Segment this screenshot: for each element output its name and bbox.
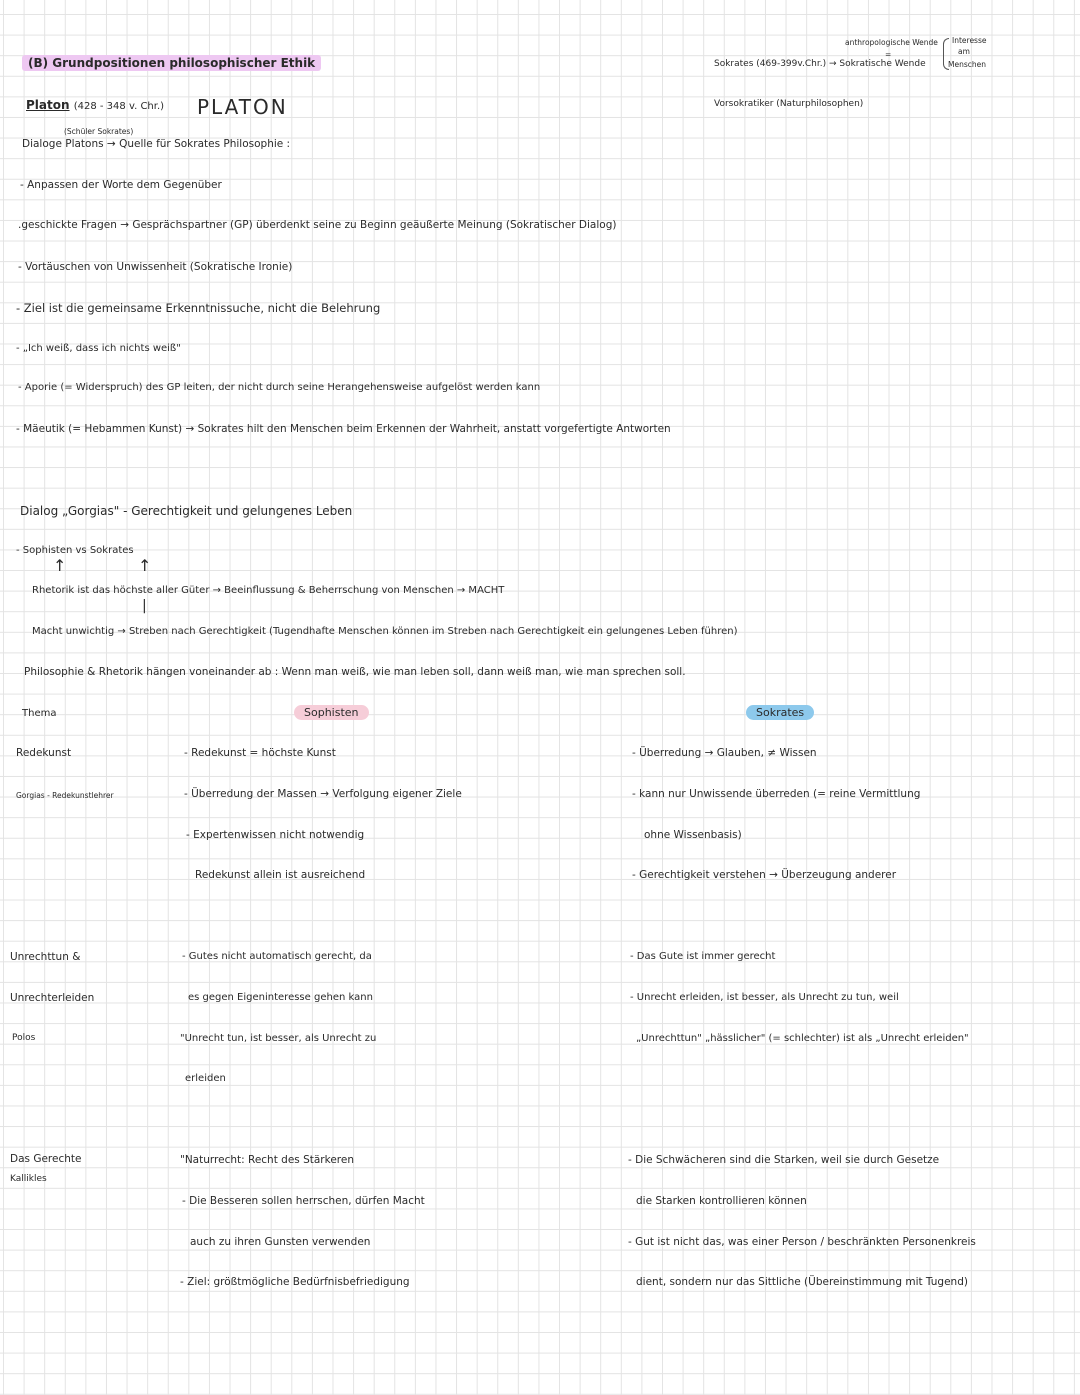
versus-line: - Sophisten vs Sokrates (16, 545, 134, 556)
row3-sophisten-item: - Die Besseren sollen herrschen, dürfen Macht (182, 1195, 425, 1207)
row3-sokrates-item: dient, sondern nur das Sittliche (Übereinstimmung mit Tugend) (636, 1276, 968, 1288)
row1-sophisten-item: - Expertenwissen nicht notwendig (186, 829, 365, 841)
rhetorik-line: Rhetorik ist das höchste aller Güter → Beeinflussung & Beherrschung von Menschen → MACHT (32, 585, 505, 596)
bullet-item: - Ziel ist die gemeinsame Erkenntnissuche, nicht die Belehrung (16, 301, 381, 315)
arrow-up-icon: ↑ (138, 556, 152, 575)
row3-sokrates-item: die Starken kontrollieren können (636, 1195, 807, 1207)
bullet-item: - Aporie (= Widerspruch) des GP leiten, der nicht durch seine Herangehensweise aufgelöst werden kann (18, 382, 541, 393)
bullet-item: - Vortäuschen von Unwissenheit (Sokratische Ironie) (18, 261, 293, 273)
row2-sokrates-item: - Das Gute ist immer gerecht (630, 951, 776, 962)
bullet-item: - Anpassen der Worte dem Gegenüber (20, 179, 222, 191)
row1-thema: Redekunst (16, 747, 72, 759)
divider-line: | (142, 598, 147, 614)
row1-sophisten-item: Redekunst allein ist ausreichend (195, 869, 366, 881)
menschen-note: Menschen (948, 60, 986, 69)
bullet-item: - Mäeutik (= Hebammen Kunst) → Sokrates hilt den Menschen beim Erkennen der Wahrheit, anstatt vorgefertigte Antworten (16, 423, 671, 435)
sokrates-dates-note: Sokrates (469-399v.Chr.) → Sokratische Wende (714, 59, 926, 69)
equals-note: = (885, 50, 892, 59)
row2-sokrates-item: „Unrechttun" „hässlicher" (= schlechter) ist als „Unrecht erleiden" (636, 1033, 969, 1044)
platon-big-label: PLATON (197, 95, 288, 119)
sophisten-header: Sophisten (294, 706, 369, 719)
row3-sub: Kallikles (10, 1174, 47, 1184)
row3-sophisten-item: - Ziel: größtmögliche Bedürfnisbefriedigung (180, 1276, 410, 1288)
row2-thema: Unrechttun & (10, 951, 81, 963)
gorgias-heading: Dialog „Gorgias" - Gerechtigkeit und gelungenes Leben (20, 504, 353, 518)
philosophie-line: Philosophie & Rhetorik hängen voneinander ab : Wenn man weiß, wie man leben soll, dann weiß man, wie man sprechen soll. (24, 666, 686, 678)
page-title: (B) Grundpositionen philosophischer Ethik (22, 56, 321, 70)
macht-line: Macht unwichtig → Streben nach Gerechtigkeit (Tugendhafte Menschen können im Streben nach Gerechtigkeit ein gelungenes Leben führen) (32, 626, 738, 637)
row3-sophisten-item: "Naturrecht: Recht des Stärkeren (180, 1154, 354, 1166)
row2-sophisten-item: - Gutes nicht automatisch gerecht, da (182, 951, 372, 962)
row1-sophisten-item: - Redekunst = höchste Kunst (184, 747, 336, 759)
row3-sokrates-item: - Die Schwächeren sind die Starken, weil sie durch Gesetze (628, 1154, 940, 1166)
row1-sub: Gorgias - Redekunstlehrer (16, 791, 114, 800)
row2-sophisten-item: "Unrecht tun, ist besser, als Unrecht zu (180, 1033, 377, 1044)
sokrates-header: Sokrates (746, 706, 814, 719)
brace-icon (943, 38, 949, 70)
row2-sophisten-item: es gegen Eigeninteresse gehen kann (188, 992, 373, 1003)
row3-thema: Das Gerechte (10, 1153, 82, 1165)
thema-header: Thema (22, 708, 57, 719)
platon-heading: Platon (428 - 348 v. Chr.) (26, 98, 165, 112)
row2-sub: Polos (12, 1033, 36, 1043)
row2-sokrates-item: - Unrecht erleiden, ist besser, als Unrecht zu tun, weil (630, 992, 899, 1003)
vorsokratiker-note: Vorsokratiker (Naturphilosophen) (714, 99, 864, 109)
schueler-note: (Schüler Sokrates) (64, 127, 134, 136)
row1-sokrates-item: - kann nur Unwissende überreden (= reine Vermittlung (632, 788, 921, 800)
anthropologische-wende-note: anthropologische Wende (845, 38, 938, 47)
bullet-item: - „Ich weiß, dass ich nichts weiß" (16, 343, 181, 354)
arrow-up-icon: ↑ (53, 556, 67, 575)
row2-sophisten-item: erleiden (185, 1073, 226, 1084)
bullet-item: .geschickte Fragen → Gesprächspartner (GP) überdenkt seine zu Beginn geäußerte Meinung (Sokratischer Dialog) (18, 219, 617, 231)
row3-sophisten-item: auch zu ihren Gunsten verwenden (190, 1236, 371, 1248)
am-note: am (958, 47, 970, 56)
row1-sokrates-item: - Überredung → Glauben, ≠ Wissen (632, 747, 817, 759)
dialoge-line: Dialoge Platons → Quelle für Sokrates Philosophie : (22, 138, 291, 150)
interesse-note: Interesse (952, 36, 987, 45)
row1-sokrates-item: ohne Wissenbasis) (644, 829, 742, 841)
row2-thema: Unrechterleiden (10, 992, 95, 1004)
row1-sokrates-item: - Gerechtigkeit verstehen → Überzeugung anderer (632, 869, 897, 881)
row1-sophisten-item: - Überredung der Massen → Verfolgung eigener Ziele (184, 788, 462, 800)
row3-sokrates-item: - Gut ist nicht das, was einer Person / beschränkten Personenkreis (628, 1236, 976, 1248)
